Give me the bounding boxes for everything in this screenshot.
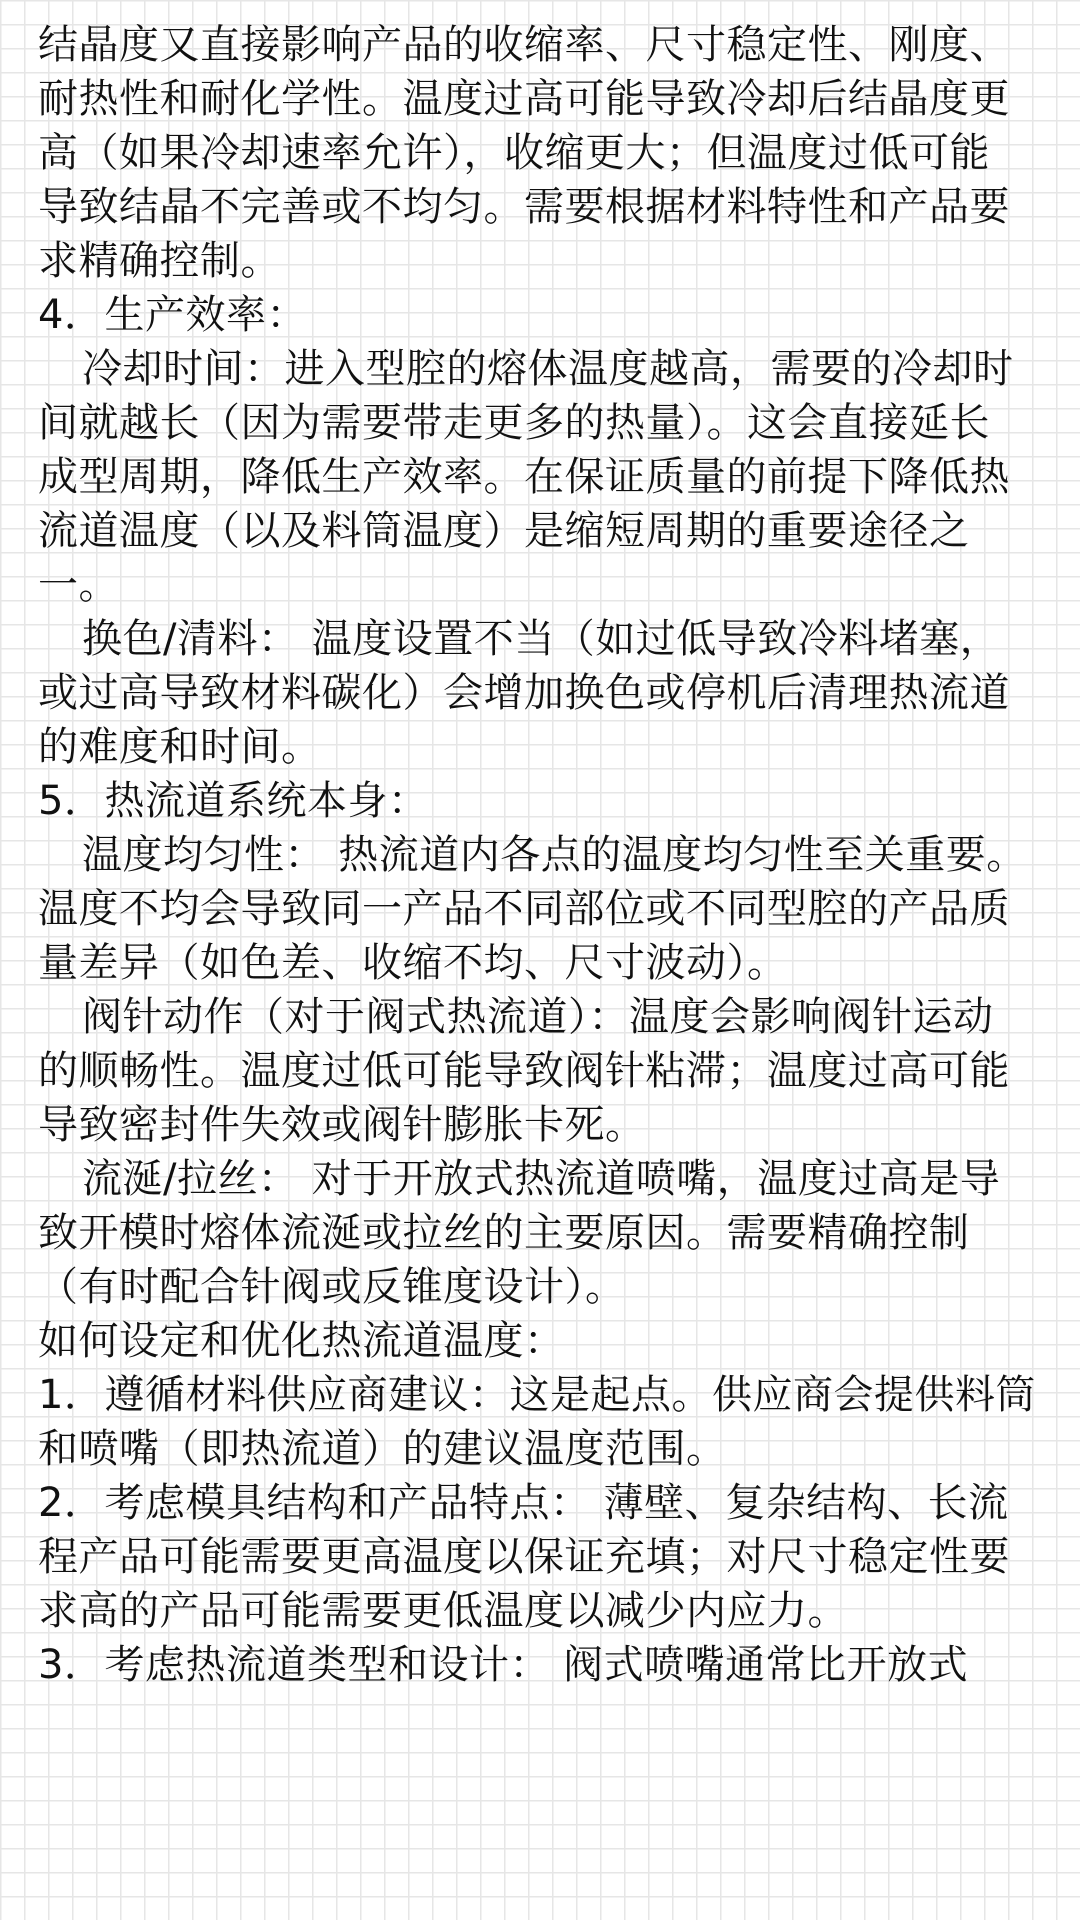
text-line: 导致结晶不完善或不均匀。需要根据材料特性和产品要 bbox=[38, 184, 1010, 230]
text-line: 流涎/拉丝： 对于开放式热流道喷嘴，温度过高是导 bbox=[82, 1156, 1001, 1202]
text-line: 阀针动作（对于阀式热流道）：温度会影响阀针运动 bbox=[82, 994, 994, 1040]
text-line: 温度不均会导致同一产品不同部位或不同型腔的产品质 bbox=[38, 886, 1010, 932]
text-line: 2．考虑模具结构和产品特点： 薄壁、复杂结构、长流 bbox=[38, 1480, 1009, 1526]
text-line: 求精确控制。 bbox=[38, 238, 281, 284]
section-heading: 如何设定和优化热流道温度： bbox=[38, 1318, 565, 1364]
text-line: 的难度和时间。 bbox=[38, 724, 322, 770]
text-line: 或过高导致材料碳化）会增加换色或停机后清理热流道 bbox=[38, 670, 1010, 716]
text-line: 量差异（如色差、收缩不均、尺寸波动）。 bbox=[38, 940, 788, 986]
section-heading: 5．热流道系统本身： bbox=[38, 778, 429, 824]
section-heading: 4．生产效率： bbox=[38, 292, 307, 338]
text-line: （有时配合针阀或反锥度设计）。 bbox=[38, 1264, 626, 1310]
text-line: 冷却时间：进入型腔的熔体温度越高，需要的冷却时 bbox=[82, 346, 1014, 392]
text-line: 高（如果冷却速率允许），收缩更大；但温度过低可能 bbox=[38, 130, 990, 176]
text-line: 一。 bbox=[38, 562, 119, 608]
text-line: 结晶度又直接影响产品的收缩率、尺寸稳定性、刚度、 bbox=[38, 22, 1010, 68]
text-line: 间就越长（因为需要带走更多的热量）。这会直接延长 bbox=[38, 400, 990, 446]
text-line: 致开模时熔体流涎或拉丝的主要原因。需要精确控制 bbox=[38, 1210, 970, 1256]
text-line: 耐热性和耐化学性。温度过高可能导致冷却后结晶度更 bbox=[38, 76, 1010, 122]
text-line: 3．考虑热流道类型和设计： 阀式喷嘴通常比开放式 bbox=[38, 1642, 969, 1688]
text-line: 导致密封件失效或阀针膨胀卡死。 bbox=[38, 1102, 646, 1148]
text-line: 和喷嘴（即热流道）的建议温度范围。 bbox=[38, 1426, 727, 1472]
text-line: 成型周期，降低生产效率。在保证质量的前提下降低热 bbox=[38, 454, 1010, 500]
text-line: 温度均匀性： 热流道内各点的温度均匀性至关重要。 bbox=[82, 832, 1027, 878]
text-line: 1．遵循材料供应商建议：这是起点。供应商会提供料筒 bbox=[38, 1372, 1036, 1418]
text-line: 流道温度（以及料筒温度）是缩短周期的重要途径之 bbox=[38, 508, 970, 554]
text-line: 求高的产品可能需要更低温度以减少内应力。 bbox=[38, 1588, 848, 1634]
text-line: 的顺畅性。温度过低可能导致阀针粘滞；温度过高可能 bbox=[38, 1048, 1010, 1094]
text-line: 换色/清料： 温度设置不当（如过低导致冷料堵塞， bbox=[82, 616, 1001, 662]
text-line: 程产品可能需要更高温度以保证充填；对尺寸稳定性要 bbox=[38, 1534, 1010, 1580]
